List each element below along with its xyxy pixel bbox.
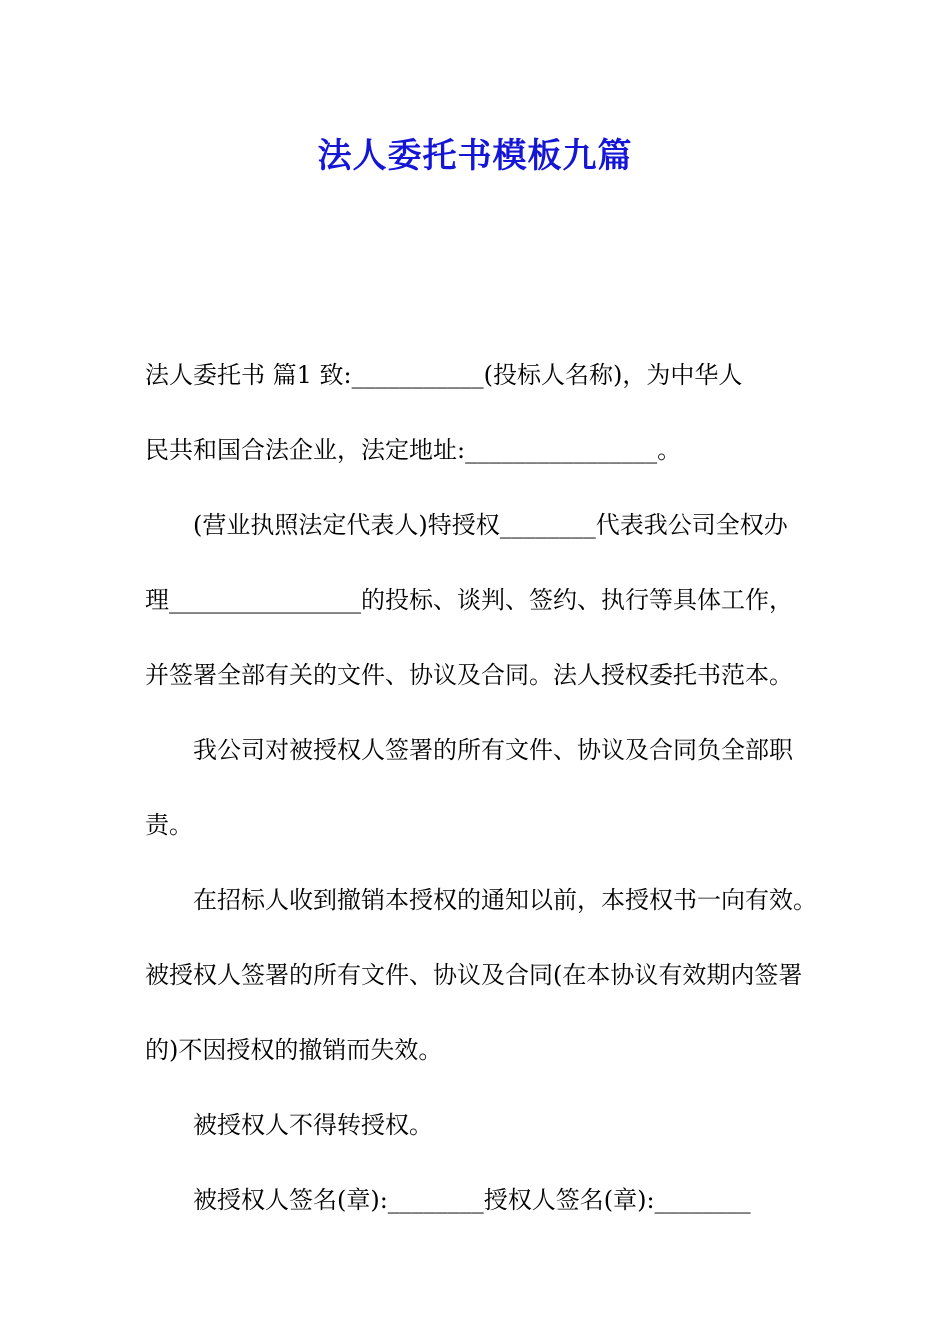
body-line-2: 民共和国合法企业，法定地址:________________。 [145,436,682,464]
body-line-6: 我公司对被授权人签署的所有文件、协议及合同负全部职 [193,736,793,764]
body-line-5: 并签署全部有关的文件、协议及合同。法人授权委托书范本。 [145,661,793,689]
body-line-7: 责。 [145,811,193,839]
body-line-1: 法人委托书 篇1 致:___________(投标人名称)，为中华人 [145,361,743,389]
document-body [145,338,825,1238]
body-line-8: 在招标人收到撤销本授权的通知以前，本授权书一向有效。 [193,886,817,914]
signature-line: 被授权人签名(章):________授权人签名(章):________ [193,1186,751,1214]
document-title: 法人委托书模板九篇 [317,136,633,176]
body-line-4: 理________________的投标、谈判、签约、执行等具体工作， [145,586,793,614]
body-line-11: 被授权人不得转授权。 [193,1111,433,1139]
body-line-9: 被授权人签署的所有文件、协议及合同(在本协议有效期内签署 [145,961,803,989]
body-line-10: 的)不因授权的撤销而失效。 [145,1036,443,1064]
body-line-3: (营业执照法定代表人)特授权________代表我公司全权办 [193,511,788,539]
